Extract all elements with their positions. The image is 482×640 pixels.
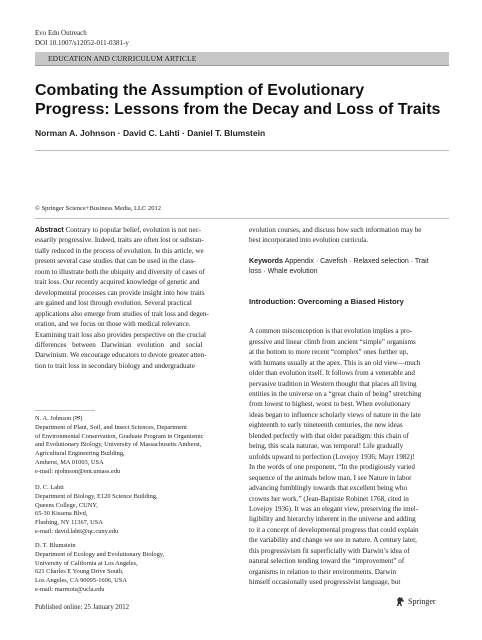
abstract-line: applications also emerge from studies of trait loss and degen- [35, 309, 209, 318]
body-line: sequence of the animals below man, I see Nature in labor [249, 473, 412, 482]
body-line: being, this scala naturae, was temporal! Life gradually [249, 442, 404, 451]
body-line: organisms in relation to their environments. Darwin [249, 567, 397, 576]
body-line: gressive and linear climb from ancient “simple” organisms [249, 337, 416, 346]
abstract-line: room to illustrate both the ubiquity and diversity of cases of [35, 267, 205, 276]
right-column [249, 225, 449, 588]
abstract-line: developmental processes can provide insight into how traits [35, 288, 205, 297]
body-line: unfolds upward to perfection (Lovejoy 1936; Mayr 1982)! [249, 452, 415, 461]
body-line: crowns her work.” (Jean-Baptiste Robinet 1768, cited in [249, 494, 409, 503]
divider [35, 218, 449, 219]
body-text [249, 326, 449, 587]
abstract-line: essarily progressive. Indeed, traits are often lost or substan- [35, 236, 204, 245]
body-line: advancing fumblingly towards that excellent being who [249, 484, 407, 493]
doi: DOI 10.1007/s12052-011-0381-y [35, 39, 129, 47]
body-line: older than evolution itself. It follows from a venerable and [249, 369, 415, 378]
body-line: blended perfectly with that older paradigm: this chain of [249, 431, 409, 440]
abstract-line: present several case studies that can be used in the class- [35, 257, 196, 266]
published-date: Published online: 25 January 2012 [35, 604, 130, 611]
affiliation-blumstein: D. T. Blumstein Department of Ecology and Evolutionary Biology, University of California at Los Angeles, 621 Charles E Young Drive South, Los Angeles, CA 90095-1606, USA e-mail: marmots@ucla.edu [35, 542, 231, 595]
body-line: pervasive tradition in Western thought that places all living [249, 379, 417, 388]
body-line: A common misconception is that evolution implies a pro- [249, 327, 413, 336]
abstract-line: Abstract Contrary to popular belief, evolution is not nec- [35, 226, 202, 234]
body-line: from lowest to highest, worst to best. When evolutionary [249, 400, 411, 409]
abstract-line: eration, and we focus on those with medical relevance. [35, 320, 191, 329]
affiliation-lahti: D. C. Lahti Department of Biology, E120 Science Building, Queens College, CUNY, 65-30 Kissena Blvd, Flushing, NY 11367, USA e-mail: david.lahti@qc.cuny.edu [35, 484, 231, 537]
body-line: In the words of one proponent, “In the prodigiously varied [249, 463, 415, 472]
body-line: to it a concept of developmental progress that could explain [249, 525, 419, 534]
footnote-divider [35, 410, 95, 411]
abstract-line: Darwinism. We encourage educators to devote greater atten- [35, 351, 207, 360]
email-link[interactable]: e-mail: marmots@ucla.edu [35, 585, 105, 593]
body-line: Lovejoy 1936). It was an elegant view, preserving the intel- [249, 504, 419, 513]
title-line: Combating the Assumption of Evolutionary [35, 82, 365, 99]
body-line: ligibility and hierarchy inherent in the universe and adding [249, 515, 416, 524]
body-line: this progressivism fit superficially with Darwin’s idea of [249, 546, 410, 555]
abstract-line: best incorporated into evolution curricula. [249, 236, 369, 245]
journal-name: Evo Edu Outreach [35, 29, 87, 37]
copyright: © Springer Science+Business Media, LLC 2012 [35, 205, 161, 212]
body-line: eighteenth to early nineteenth centuries, the new ideas [249, 421, 403, 430]
abstract-line: evolution courses, and discuss how such information may be [249, 226, 422, 234]
body-line: at the bottom to more recent “complex” ones further up, [249, 348, 409, 357]
abstract-line: tion to trait loss in secondary biology and undergraduate [35, 361, 195, 370]
publisher-name: Springer [408, 597, 436, 606]
abstract-heading: Abstract [35, 226, 64, 234]
abstract-line: Examining trait loss also provides perspective on the crucial [35, 330, 206, 339]
journal-header [35, 28, 129, 48]
article-type-banner [35, 52, 449, 66]
keywords-label: Keywords [249, 256, 283, 265]
body-line: entities in the universe on a “great chain of being” stretching [249, 389, 422, 398]
keywords-line: Keywords Appendix · Cavefish · Relaxed selection · Trait [249, 256, 429, 265]
publisher-logo [395, 596, 436, 607]
email-link[interactable]: e-mail: njohnson@ent.umass.edu [35, 467, 121, 475]
author-list: Norman A. Johnson · David C. Lahti · Daniel T. Blumstein [35, 128, 266, 138]
title-line: Progress: Lessons from the Decay and Loss of Traits [35, 101, 441, 118]
affiliation-johnson: N. A. Johnson (✉) Department of Plant, Soil, and Insect Sciences, Department of Environmental Conservation, Graduate Program in Organismic and Evolutionary Biology, University of Massachusetts Amherst, Agricultural Engineering Building, Amherst, MA 01003, USA e-mail: njohnson@ent.umass.edu [35, 415, 231, 477]
abstract-line: trait loss. Our recently acquired knowledge of genetic and [35, 278, 200, 287]
abstract-line: are gained and lost through evolution. Several practical [35, 299, 192, 308]
body-line: ideas began to influence scholarly views of nature in the late [249, 410, 421, 419]
body-line: with humans usually at the apex. This is an old view—much [249, 358, 421, 367]
springer-horse-icon [395, 596, 405, 607]
article-type: EDUCATION AND CURRICULUM ARTICLE [48, 54, 197, 63]
email-link[interactable]: e-mail: david.lahti@qc.cuny.edu [35, 527, 119, 535]
body-line: the variability and change we see in nature. A century later, [249, 536, 417, 545]
divider [35, 150, 449, 151]
abstract-line: tially reduced in the process of evolution. In this article, we [35, 246, 204, 255]
abstract [35, 225, 231, 371]
body-line: himself occasionally used progressivist language, but [249, 578, 401, 587]
keywords-line: loss · Whale evolution [249, 268, 318, 276]
abstract-line: differences between Darwinian evolution and social [35, 340, 203, 349]
body-line: natural selection tending toward the “improvement” of [249, 557, 405, 566]
section-heading: Introduction: Overcoming a Biased History [249, 296, 404, 306]
article-title [35, 81, 455, 119]
